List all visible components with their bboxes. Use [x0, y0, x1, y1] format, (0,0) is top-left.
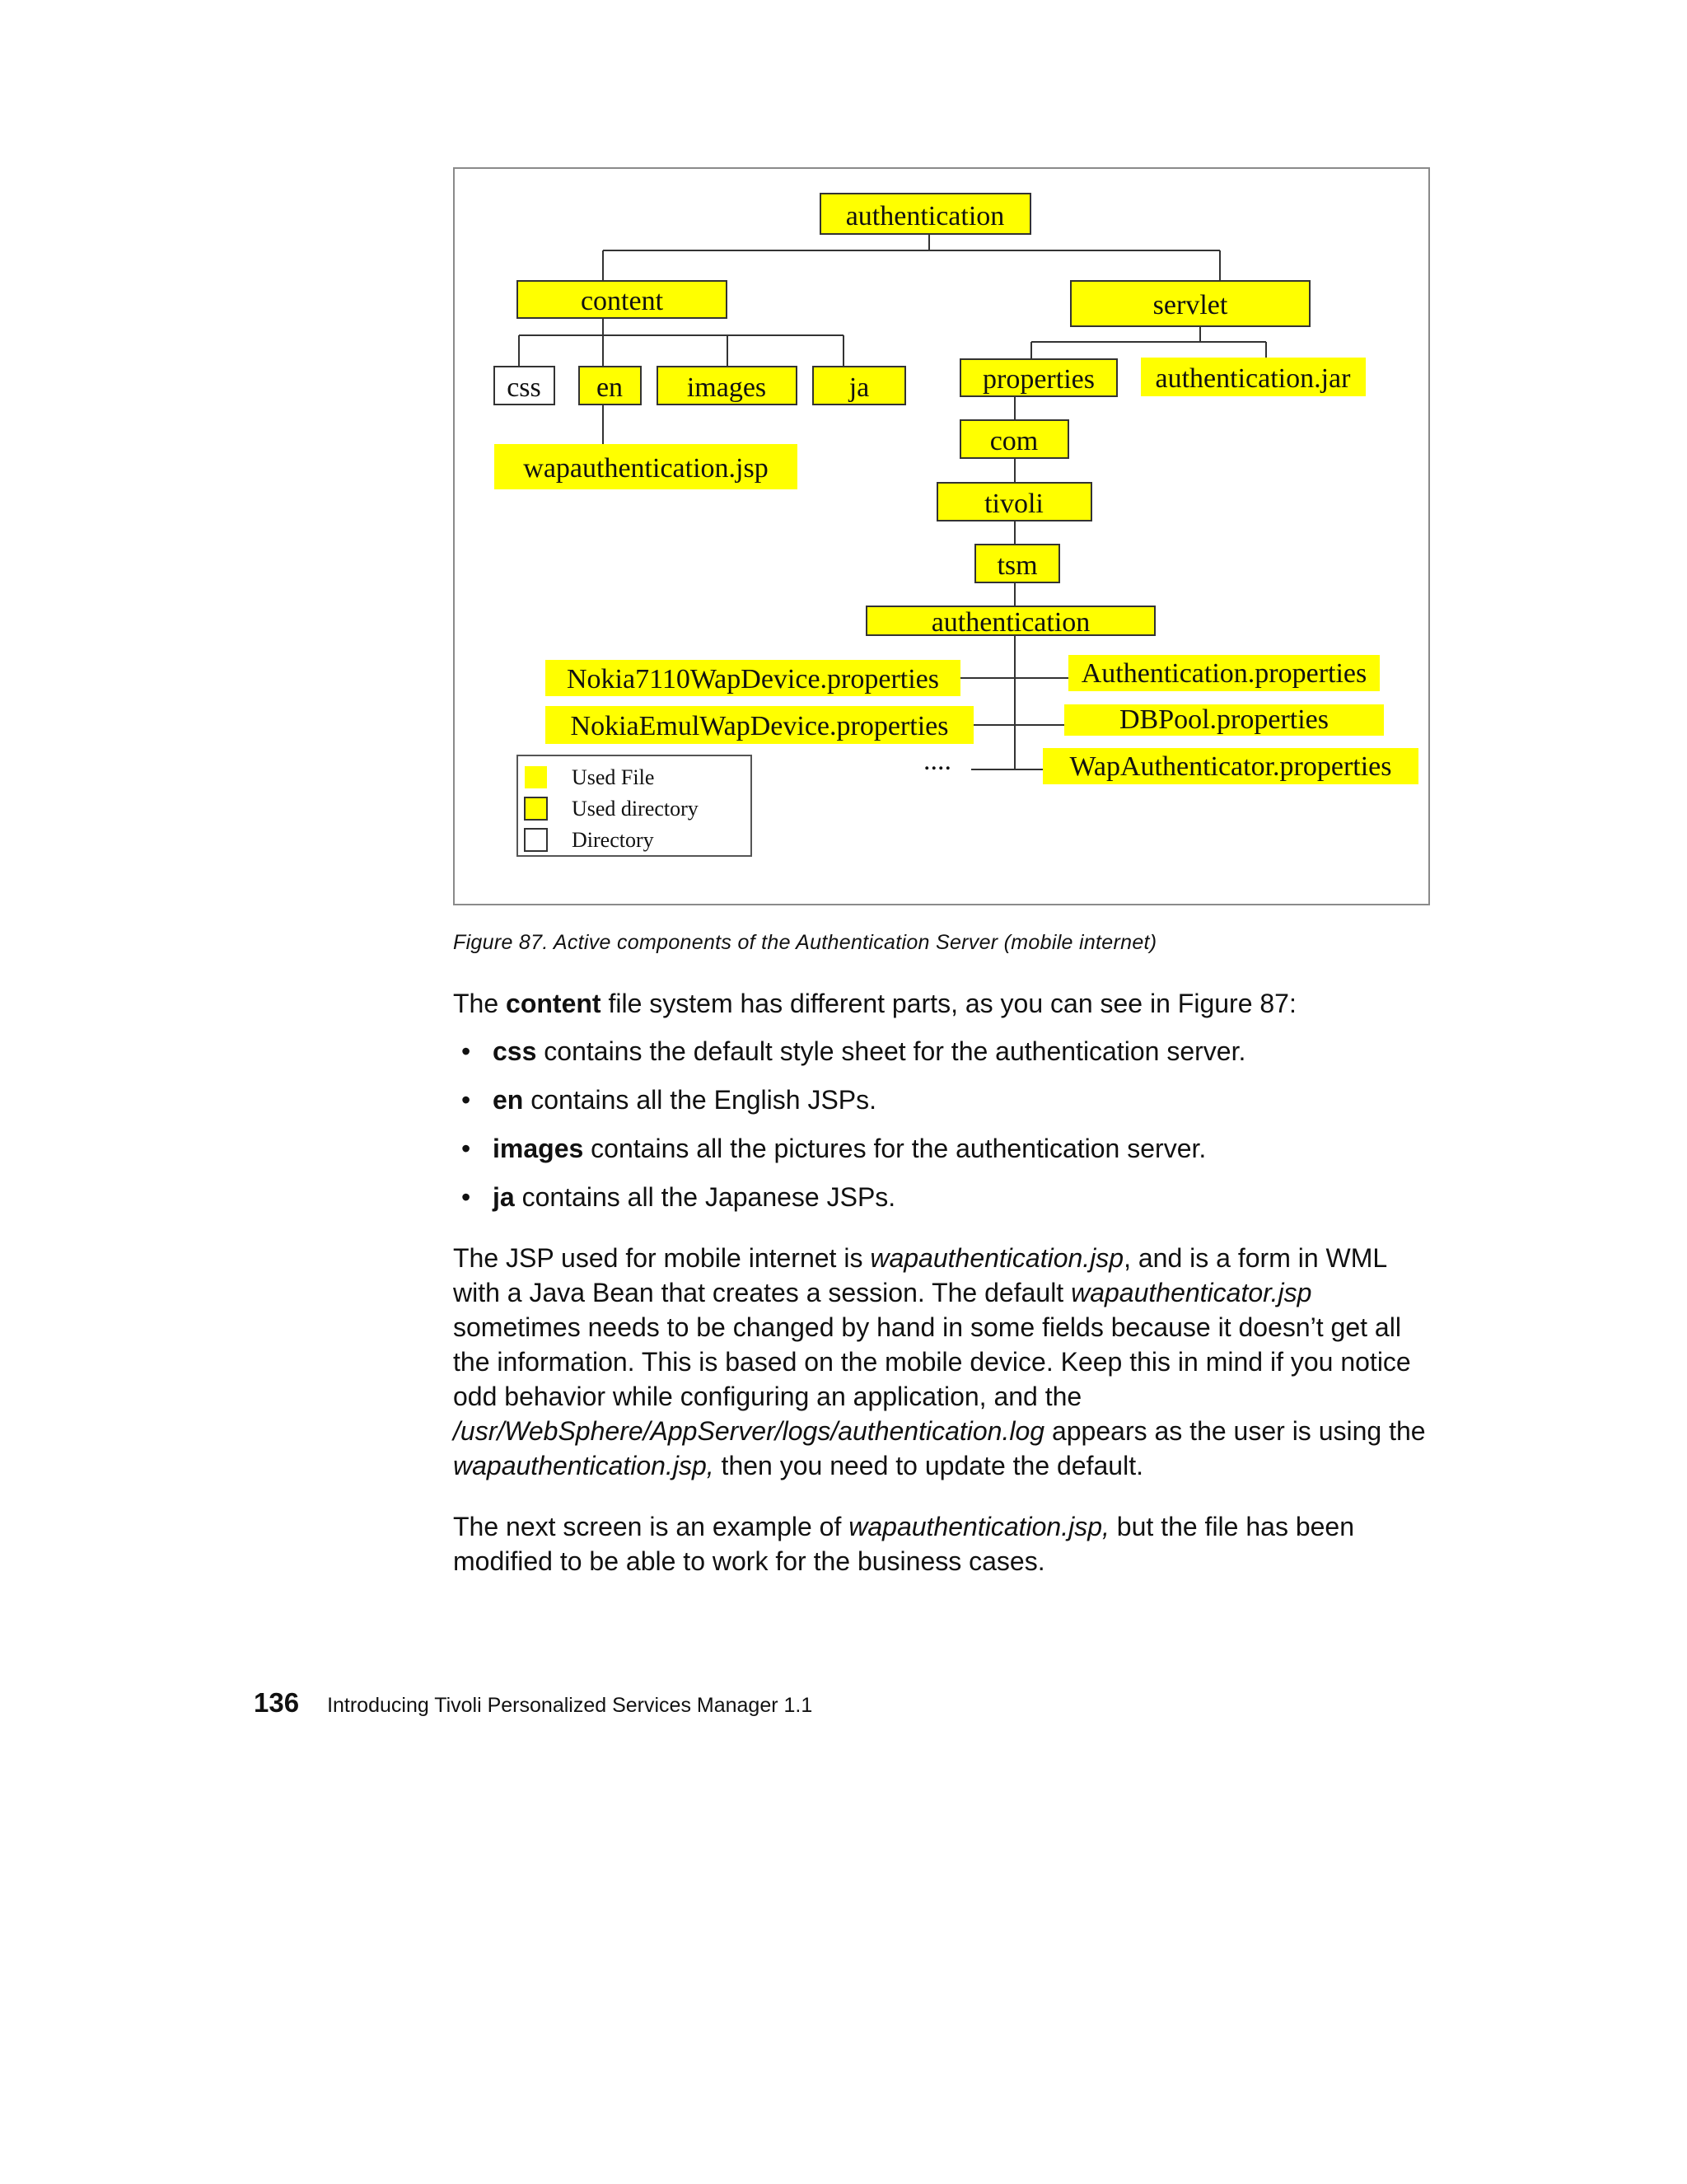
node-tivoli [937, 483, 1091, 521]
node-tsm [975, 545, 1059, 582]
node-authentication-properties [1068, 655, 1380, 691]
legend-used-file-label: Used File [572, 765, 655, 789]
legend-used-file-swatch [525, 766, 547, 788]
svg-text:tivoli: tivoli [984, 489, 1044, 519]
svg-text:Authentication.properties: Authentication.properties [1081, 658, 1367, 689]
svg-text:authentication: authentication [931, 607, 1091, 638]
intro-paragraph: The content file system has different parts, as you can see in Figure 87: [453, 989, 1297, 1018]
legend-used-directory-label: Used directory [572, 797, 699, 821]
page-footer [254, 1687, 812, 1719]
node-wapauthentication-jsp [494, 444, 797, 489]
svg-text:en: en [596, 372, 624, 403]
svg-text:tsm: tsm [997, 550, 1038, 581]
legend-used-directory-swatch [525, 797, 547, 820]
node-nokiaemul-properties [545, 706, 974, 744]
node-com [960, 420, 1068, 458]
node-authentication-jar [1141, 358, 1366, 396]
svg-text:NokiaEmulWapDevice.properties: NokiaEmulWapDevice.properties [570, 711, 949, 741]
node-ellipsis [923, 746, 951, 776]
book-title: Introducing Tivoli Personalized Services Manager 1.1 [327, 1694, 813, 1717]
svg-text:servlet: servlet [1152, 290, 1228, 320]
svg-text:css: css [507, 372, 541, 403]
list-item: • css contains the default style sheet for the authentication server. [461, 1034, 1245, 1083]
list-item: • en contains all the English JSPs. [461, 1083, 1245, 1131]
svg-text:authentication: authentication [845, 201, 1005, 231]
svg-text:WapAuthenticator.properties: WapAuthenticator.properties [1069, 751, 1392, 782]
node-wapauthenticator-properties [1043, 748, 1418, 784]
node-dbpool-properties [1064, 704, 1384, 736]
node-css [494, 367, 554, 405]
legend-directory-swatch [525, 829, 547, 851]
svg-text:ja: ja [848, 372, 870, 403]
page-number: 136 [254, 1687, 300, 1718]
figure-87-diagram [453, 167, 1430, 905]
node-authentication-leaf-dir [867, 606, 1155, 638]
content-parts-list [461, 1034, 1245, 1228]
node-content [517, 281, 727, 318]
next-screen-paragraph: The next screen is an example of wapauthentication.jsp, but the file has been modified to be able to work for the business cases. [453, 1512, 1355, 1576]
svg-text:content: content [580, 286, 664, 316]
svg-text:properties: properties [983, 364, 1095, 395]
svg-text:authentication.jar: authentication.jar [1155, 363, 1351, 394]
legend [517, 755, 751, 856]
svg-text:Nokia7110WapDevice.properties: Nokia7110WapDevice.properties [566, 664, 940, 694]
list-item: • images contains all the pictures for the authentication server. [461, 1131, 1245, 1180]
legend-directory-label: Directory [572, 828, 654, 852]
svg-text:DBPool.properties: DBPool.properties [1119, 704, 1330, 735]
node-servlet [1071, 281, 1310, 326]
jsp-paragraph: The JSP used for mobile internet is wapauthentication.jsp, and is a form in WML with a Java Bean that creates a session. The default wapauthenticator.jsp sometimes needs to be changed by hand in some fields because it doesn’t get all the information. This is based on the mobile device. Keep this in mind if you notice odd behavior while configuring an application, and the /usr/WebSphere/AppServer/logs/authentication.log appears as the user is using the wapauthentication.jsp, then you need to update the default. [453, 1243, 1426, 1480]
node-images [657, 367, 797, 405]
node-ja [813, 367, 905, 405]
node-properties [960, 359, 1117, 396]
node-root-authentication [820, 194, 1030, 234]
svg-text:....: .... [923, 746, 951, 776]
list-item: • ja contains all the Japanese JSPs. [461, 1180, 1245, 1228]
node-en [579, 367, 641, 405]
svg-text:com: com [989, 426, 1039, 456]
svg-text:images: images [686, 372, 767, 403]
directory-tree [455, 169, 1428, 904]
svg-text:wapauthentication.jsp: wapauthentication.jsp [523, 453, 769, 484]
figure-caption: Figure 87. Active components of the Authentication Server (mobile internet) [453, 931, 1157, 954]
node-nokia7110-properties [545, 660, 960, 696]
